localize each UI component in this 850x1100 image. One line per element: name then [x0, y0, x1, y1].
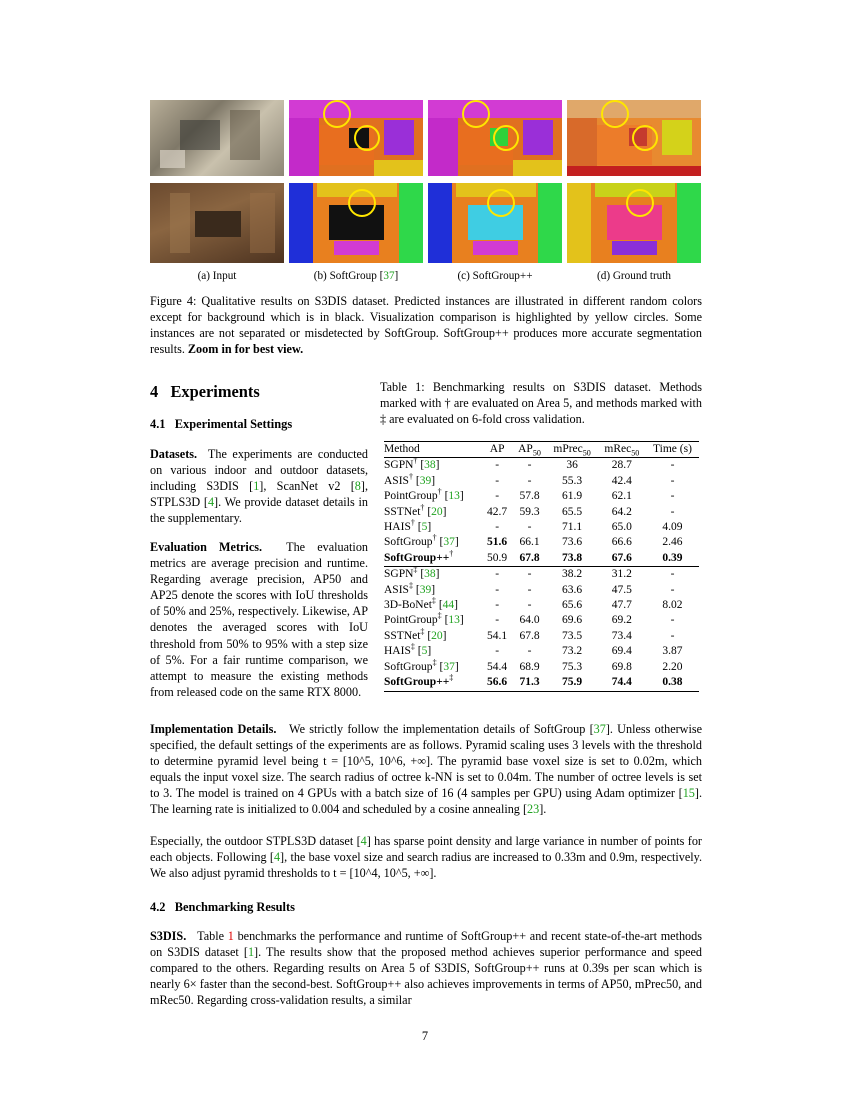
cell-ap: - — [495, 474, 500, 487]
benchmark-table — [384, 441, 699, 692]
cell-time: - — [670, 629, 675, 642]
metrics-text: The evaluation metrics are average precision and runtime. Regarding average precision, AP50 and AP25 denote the scores with IoU thresholds of 50% and 25%, respectively. Likewise, AP denotes the averaged scores with IoU threshold from 50% to 95% with a step size of 5%. For a fair runtime comparison, we attempt to measure the existing methods from released code on the same RTX 8000. — [150, 540, 369, 699]
cell-prec: 38.2 — [546, 567, 597, 583]
cell-method: SGPN† [38] — [384, 458, 482, 474]
cell-time: - — [670, 583, 675, 596]
cite-37[interactable]: 37 — [593, 722, 606, 736]
cell-time: 0.39 — [662, 551, 683, 564]
cell-time: 3.87 — [662, 645, 683, 658]
subsection-title: Benchmarking Results — [174, 900, 295, 914]
cell-ap: - — [495, 614, 500, 627]
table-header-row — [384, 442, 699, 458]
cell-ap50: - — [527, 599, 532, 612]
cell-ap50: - — [527, 474, 532, 487]
figure-caption-text: Qualitative results on S3DIS dataset. Predicted instances are illustrated in different random colors except for background which is in black. Visualization comparison is highlighted by yellow circles. Some instances are not separated or misdetected by SoftGroup. SoftGroup++ produces more accurate segmentation results. — [150, 294, 702, 357]
datasets-head: Datasets. — [150, 447, 198, 461]
cell-method: SoftGroup‡ [37] — [384, 657, 459, 673]
cell-time: 2.46 — [662, 536, 683, 549]
impl-paragraph: Implementation Details. We strictly follow the implementation details of SoftGroup [37]. Unless otherwise specified, the default settings of the experiments are as follows. Pyramid scaling uses 3 levels with the threshold to determine pyramid level being t = [10^5, 10^6, +∞]. The pyramid base voxel size is set to 0.02m, which equals the input voxel size. The search radius of octree k-NN is set to 0.04m. The number of octree levels is set to 3. The model is trained on 4 GPUs with a batch size of 16 (4 samples per GPU) using Adam optimizer [15]. The learning rate is initialized to 0.004 and scheduled by a cosine annealing [23]. — [150, 722, 703, 817]
metrics-head: Evaluation Metrics. — [150, 540, 263, 554]
cell-method: SoftGroup† [37] — [384, 533, 459, 549]
cell-ap: 54.1 — [487, 629, 508, 642]
table-row — [384, 535, 699, 550]
cell-method: 3D-BoNet‡ [44] — [384, 596, 459, 612]
cell-ap: - — [482, 567, 513, 583]
cell-rec: 74.4 — [598, 675, 646, 691]
cell-ap: - — [495, 645, 500, 658]
figure-caption — [150, 293, 702, 357]
table-row — [384, 458, 699, 474]
softgroup-image-top — [289, 100, 423, 176]
cite-4[interactable]: 4 — [273, 850, 281, 865]
cell-prec: 55.3 — [562, 474, 583, 487]
table-row — [384, 520, 699, 535]
groundtruth-image-top — [567, 100, 701, 176]
cell-rec: 42.4 — [611, 474, 632, 487]
cite-37[interactable]: 37 — [383, 270, 395, 282]
cell-prec: 75.3 — [562, 660, 583, 673]
caption-softgroup: (b) SoftGroup [37] — [313, 270, 399, 282]
cite-39[interactable]: 39 — [419, 583, 432, 596]
cell-ap50: 59.3 — [519, 505, 540, 518]
table-caption: Table 1: Benchmarking results on S3DIS dataset. Methods marked with † are evaluated on Area 5, and methods marked with ‡ are evaluated on 6-fold cross validation. — [380, 380, 702, 427]
cell-rec: 28.7 — [598, 458, 646, 474]
cell-ap50: 68.9 — [519, 660, 540, 673]
table-row — [384, 551, 699, 567]
cite-20[interactable]: 20 — [431, 505, 443, 518]
cell-ap: 54.4 — [487, 660, 508, 673]
cell-prec: 69.6 — [562, 614, 583, 627]
figure-label: Figure 4: — [150, 294, 197, 308]
cell-method: SoftGroup++‡ — [384, 675, 482, 691]
cell-ap: - — [495, 583, 500, 596]
cell-prec: 36 — [546, 458, 597, 474]
cell-ap50: 66.1 — [519, 536, 540, 549]
cite-4[interactable]: 4 — [207, 495, 215, 510]
cite-44[interactable]: 44 — [442, 599, 455, 612]
cell-method: ASIS† [39] — [384, 471, 436, 487]
cell-time: - — [646, 567, 699, 583]
cell-rec: 69.8 — [611, 660, 632, 673]
outdoor-paragraph: Especially, the outdoor STPLS3D dataset [4] has sparse point density and large variance in number of points for each objects. Following [4], the base voxel size and search radius are increased to 0.33m and 0.9m, respectively. We also adjust pyramid thresholds to t = [10^4, 10^5, +∞]. — [150, 834, 702, 881]
s3dis-paragraph: S3DIS. Table 1 benchmarks the performance and runtime of SoftGroup++ and recent state-of-the-art methods on S3DIS dataset [1]. The results show that the proposed method achieves superior performance and speed compared to the others. Regarding results on Area 5 of S3DIS, SoftGroup++ runs at 0.39s per scan which is nearly 6× faster than the second-best. SoftGroup++ also achieves improvements in terms of AP50, mPrec50, and mRec50. Regarding cross-validation results, a similar — [150, 929, 702, 1008]
cell-rec: 66.6 — [611, 536, 632, 549]
subsection-heading-2 — [150, 900, 295, 915]
subsection-number: 4.1 — [150, 417, 166, 431]
cell-method: SGPN‡ [38] — [384, 567, 482, 583]
cell-prec: 65.5 — [562, 505, 583, 518]
cell-ap50: 67.8 — [519, 551, 540, 564]
cell-prec: 71.1 — [562, 521, 583, 534]
cell-prec: 65.6 — [562, 599, 583, 612]
cell-rec: 47.5 — [611, 583, 632, 596]
cite-37[interactable]: 37 — [443, 536, 455, 549]
cell-time: - — [670, 614, 675, 627]
cell-rec: 31.2 — [598, 567, 646, 583]
table-row — [384, 613, 699, 628]
col-time: Time (s) — [646, 442, 699, 458]
cell-ap50: 67.8 — [519, 629, 540, 642]
metrics-paragraph — [150, 539, 368, 700]
cell-prec: 61.9 — [562, 490, 583, 503]
cell-method: SSTNet‡ [20] — [384, 627, 447, 642]
subsection-number: 4.2 — [150, 900, 166, 914]
cell-prec: 73.6 — [562, 536, 583, 549]
cell-ap50: - — [527, 645, 532, 658]
cite-37[interactable]: 37 — [443, 660, 455, 673]
cell-time: 2.20 — [662, 660, 683, 673]
section-number: 4 — [150, 382, 159, 401]
cell-method: PointGroup† [13] — [384, 487, 464, 503]
caption-softgroupplus: (c) SoftGroup++ — [457, 270, 533, 282]
cite-8[interactable]: 8 — [354, 479, 361, 494]
page-number: 7 — [421, 1029, 429, 1043]
cite-1[interactable]: 1 — [247, 945, 255, 960]
subsection-heading-1 — [150, 417, 292, 432]
cell-ap: 50.9 — [487, 551, 508, 564]
cell-rec: 67.6 — [611, 551, 632, 564]
table-row — [384, 598, 699, 613]
col-mprec50: mPrec$_{50}$ — [546, 442, 597, 458]
datasets-paragraph: Datasets. The experiments are conducted on various indoor and outdoor datasets, including S3DIS [1], ScanNet v2 [8], STPLS3D [4]. We provide dataset details in the supplementary. — [150, 447, 368, 526]
cell-method: SoftGroup++† — [384, 549, 454, 564]
table-row — [384, 644, 699, 659]
cell-ap50: - — [527, 521, 532, 534]
cite-20[interactable]: 20 — [431, 629, 443, 642]
cell-rec: 69.4 — [611, 645, 632, 658]
cite-15[interactable]: 15 — [682, 786, 695, 801]
cite-1[interactable]: 1 — [253, 479, 260, 494]
cell-ap50: 57.8 — [519, 490, 540, 503]
cell-method: ASIS‡ [39] — [384, 580, 436, 596]
cell-time: - — [646, 458, 699, 474]
cite-39[interactable]: 39 — [419, 474, 432, 487]
cell-ap: - — [495, 490, 500, 503]
cite-23[interactable]: 23 — [527, 802, 540, 817]
cell-time: - — [670, 505, 675, 518]
cell-time: 0.38 — [646, 675, 699, 691]
cell-prec: 73.5 — [562, 629, 583, 642]
cell-ap: - — [495, 599, 500, 612]
table-row — [384, 660, 699, 675]
cell-ap: 56.6 — [482, 675, 513, 691]
cell-method: SSTNet† [20] — [384, 502, 447, 518]
input-image-bottom — [150, 183, 284, 263]
col-ap: AP — [482, 442, 513, 458]
section-heading — [150, 382, 260, 402]
cell-ap: 51.6 — [487, 536, 508, 549]
cite-5[interactable]: 5 — [421, 645, 428, 658]
cell-ap50: - — [513, 458, 547, 474]
cell-ap50: - — [527, 583, 532, 596]
cell-ap: - — [482, 458, 513, 474]
cell-rec: 73.4 — [611, 629, 632, 642]
cell-rec: 64.2 — [611, 505, 632, 518]
cite-38[interactable]: 38 — [424, 568, 436, 581]
table-row — [384, 675, 699, 691]
cell-method: PointGroup‡ [13] — [384, 611, 464, 627]
table-row — [384, 505, 699, 520]
cell-prec: 63.6 — [562, 583, 583, 596]
cell-time: 8.02 — [662, 599, 683, 612]
section-title: Experiments — [170, 382, 260, 401]
table-row — [384, 629, 699, 644]
figure-caption-emph: Zoom in for best view. — [187, 342, 304, 357]
subsection-title: Experimental Settings — [174, 417, 293, 431]
table-row — [384, 474, 699, 489]
softgroupplus-image-top — [428, 100, 562, 176]
col-method: Method — [384, 442, 482, 458]
cell-rec: 47.7 — [611, 599, 632, 612]
cite-13[interactable]: 13 — [448, 490, 460, 503]
cell-ap: - — [495, 521, 500, 534]
cell-ap50: 71.3 — [513, 675, 547, 691]
cell-prec: 73.2 — [562, 645, 583, 658]
caption-groundtruth: (d) Ground truth — [597, 270, 671, 282]
input-image-top — [150, 100, 284, 176]
softgroupplus-image-bottom — [428, 183, 562, 263]
impl-head: Implementation Details. — [150, 722, 277, 736]
cell-time: 4.09 — [662, 521, 683, 534]
cell-time: - — [670, 490, 675, 503]
cite-13[interactable]: 13 — [448, 614, 460, 627]
figure-4 — [150, 100, 702, 290]
caption-input: (a) Input — [197, 270, 237, 282]
cite-4[interactable]: 4 — [360, 834, 367, 848]
cite-5[interactable]: 5 — [421, 521, 428, 534]
cell-time: - — [670, 474, 675, 487]
cell-prec: 75.9 — [546, 675, 597, 691]
s3dis-head: S3DIS. — [150, 929, 187, 943]
cite-38[interactable]: 38 — [424, 459, 436, 472]
groundtruth-image-bottom — [567, 183, 701, 263]
table-row — [384, 567, 699, 583]
softgroup-image-bottom — [289, 183, 423, 263]
cell-method: HAIS‡ [5] — [384, 642, 432, 658]
cell-rec: 62.1 — [611, 490, 632, 503]
table-row — [384, 489, 699, 504]
cell-ap: 42.7 — [487, 505, 508, 518]
col-ap50: $AP_{50}$ — [513, 442, 547, 458]
cell-ap50: - — [513, 567, 547, 583]
cell-prec: 73.8 — [562, 551, 583, 564]
cell-rec: 65.0 — [611, 521, 632, 534]
col-mrec50: mRec$_{50}$ — [598, 442, 646, 458]
table-ref[interactable]: 1 — [227, 929, 234, 943]
cell-rec: 69.2 — [611, 614, 632, 627]
cell-method: HAIS† [5] — [384, 518, 432, 534]
cell-ap50: 64.0 — [519, 614, 540, 627]
